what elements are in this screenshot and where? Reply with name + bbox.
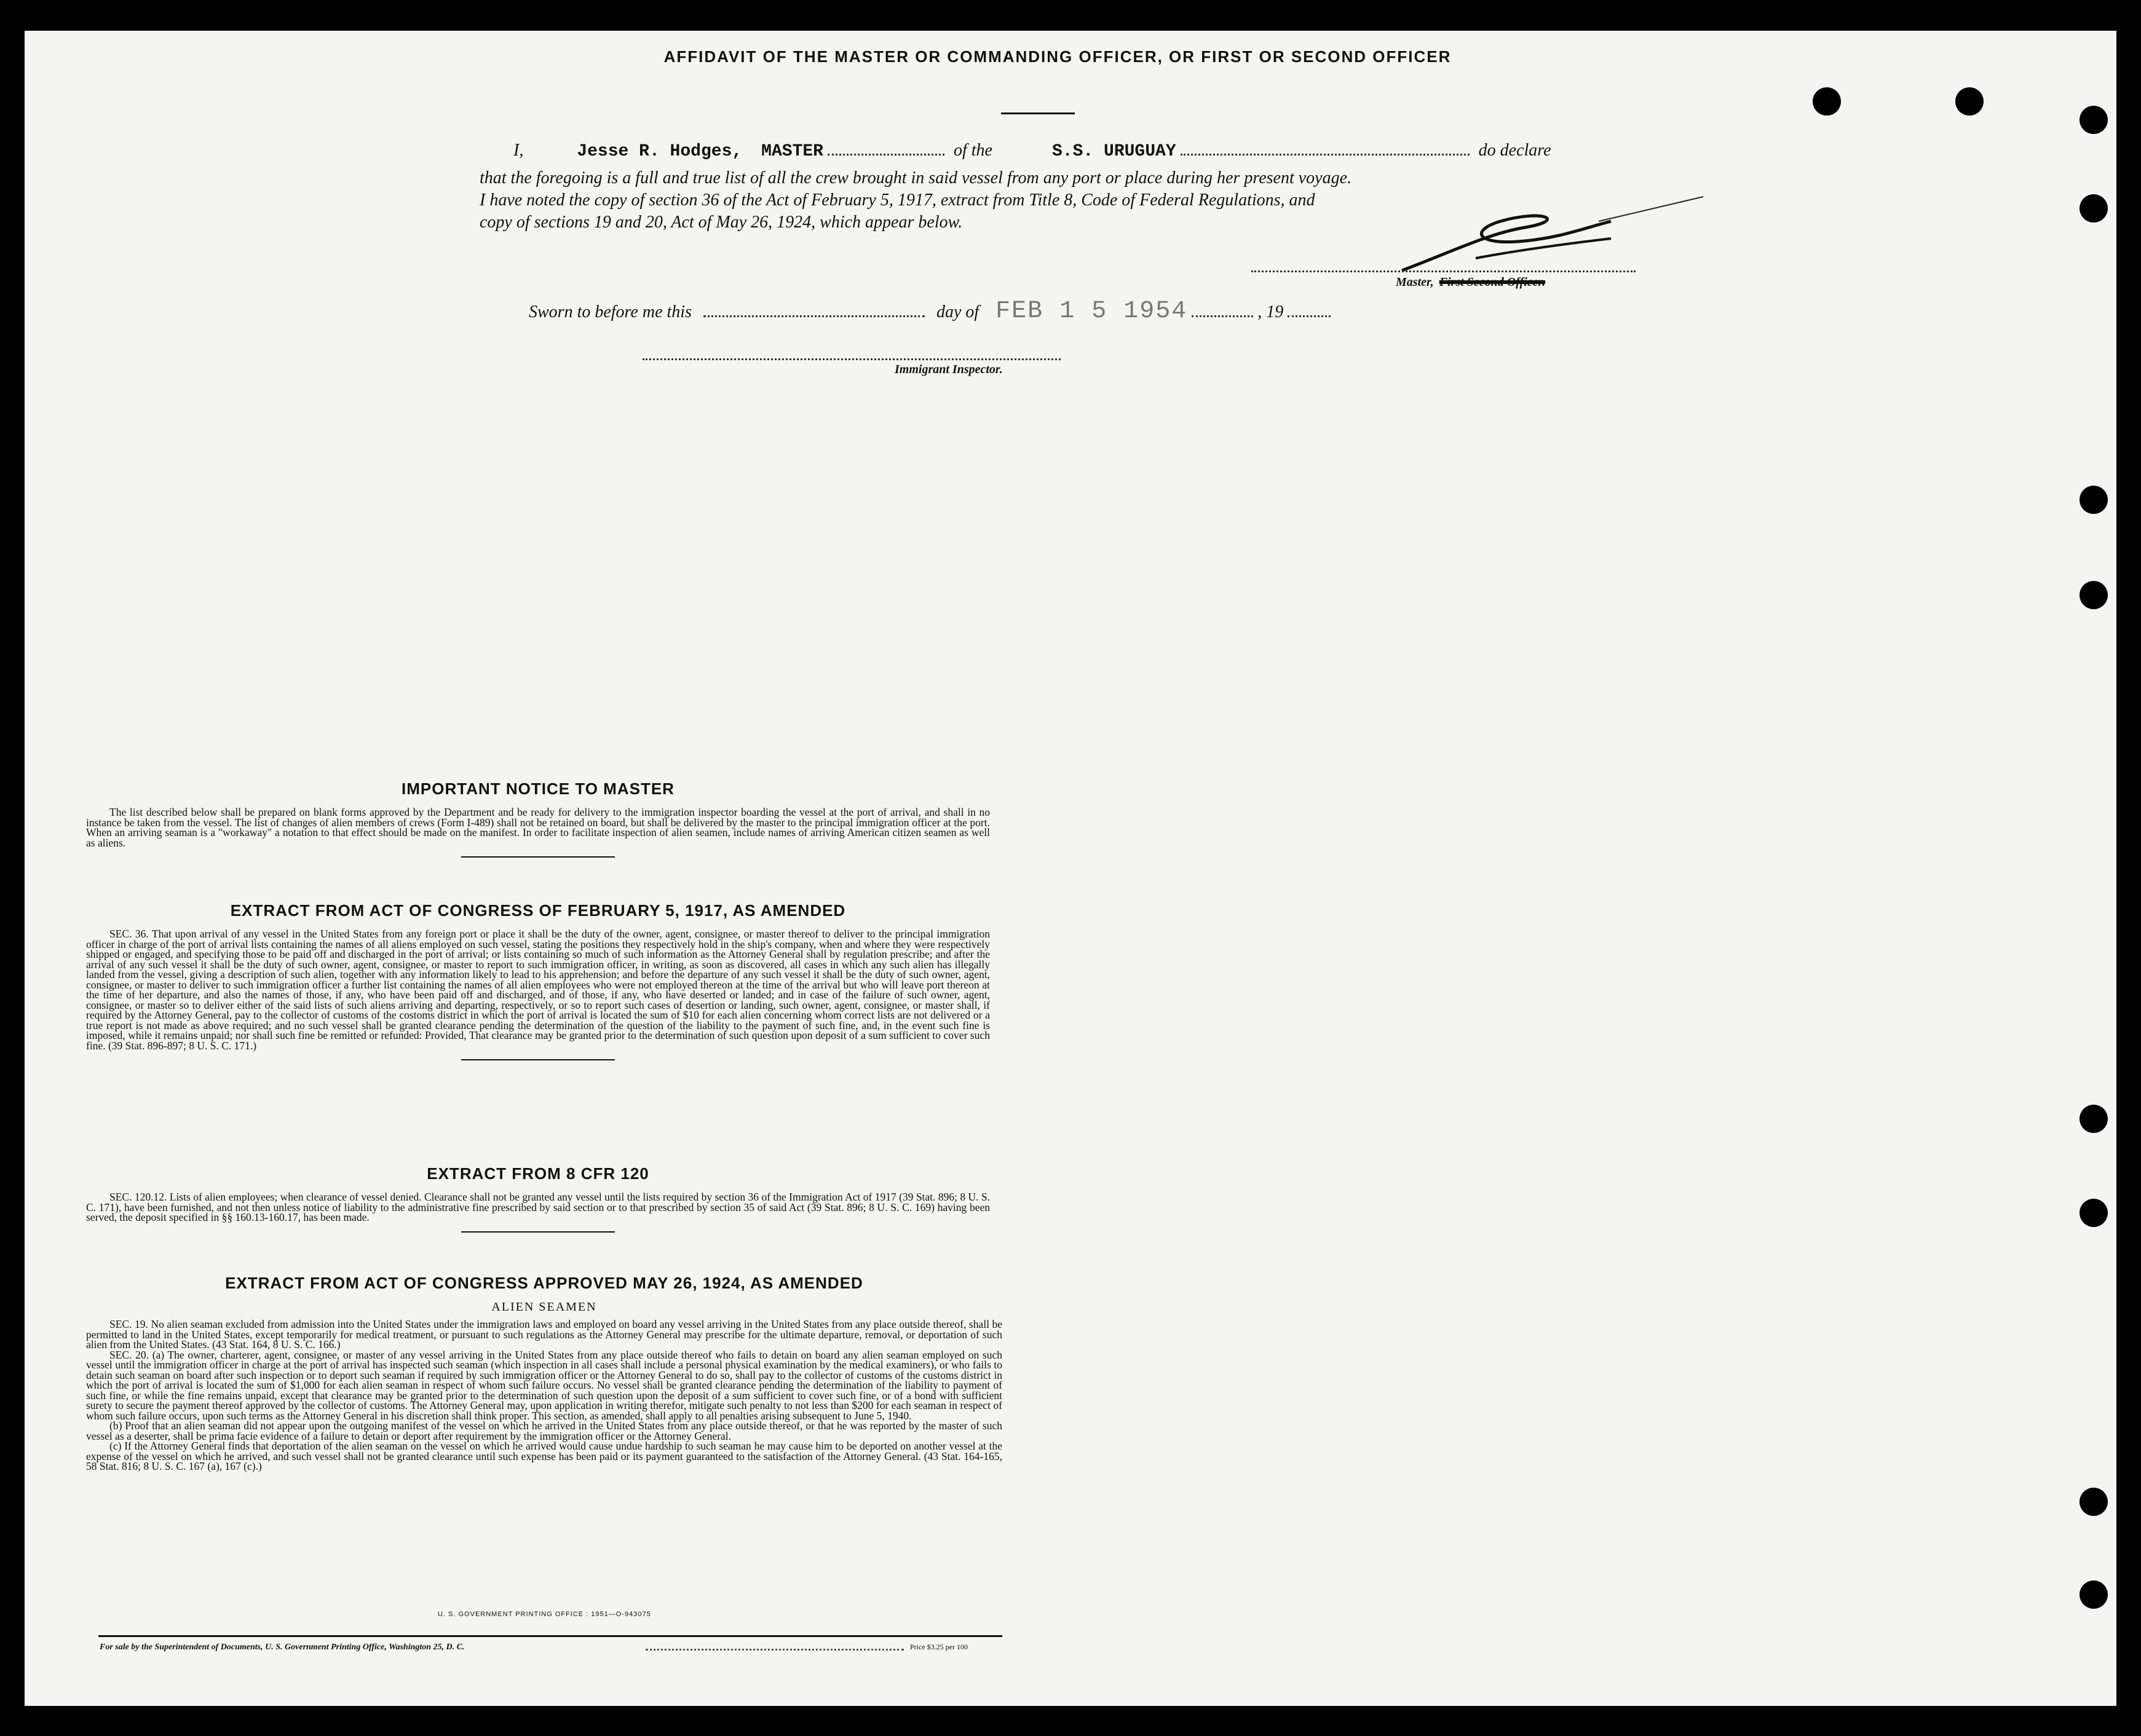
declaration-line-2: that the foregoing is a full and true list of all the crew brought in said vessel from any port or place during her present voyage.	[480, 168, 1352, 187]
punch-hole	[2080, 1580, 2108, 1609]
section-divider	[461, 856, 615, 858]
declaration-line-4: copy of sections 19 and 20, Act of May 26, 1924, which appear below.	[480, 213, 963, 232]
extract-cfr-body: SEC. 120.12. Lists of alien employees; when clearance of vessel denied. Clearance shall not be granted any vessel until the lists required by section 36 of the Immigration Act of 1917 (39 Stat. 896; 8 U. S. C. 171), have been furnished, and not then unless notice of liability to the administrative fine prescribed by said section or to that prescribed by section 35 of said Act (39 Stat. 896; 8 U. S. C. 169) having been served, the deposit specified in §§ 160.13-160.17, has been made.	[86, 1191, 990, 1223]
section-divider	[461, 1059, 615, 1060]
inspector-caption: Immigrant Inspector.	[895, 363, 1003, 376]
declaration-line-1	[513, 140, 1551, 161]
sworn-line	[529, 298, 1331, 325]
punch-hole	[2080, 581, 2108, 609]
do-declare-label: do declare	[1478, 141, 1551, 160]
important-notice-section	[86, 779, 990, 858]
punch-hole	[1955, 87, 1984, 116]
vessel-name: S.S. URUGUAY	[1052, 142, 1176, 161]
sworn-day-dotted-line	[703, 302, 925, 317]
title-divider	[1001, 112, 1075, 114]
section-divider	[461, 1231, 615, 1233]
sec-20c-paragraph: (c) If the Attorney General finds that deportation of the alien seaman on the vessel on which he arrived would cause undue hardship to such seaman he may cause him to be deported on another vessel at the expense of the vessel on which he arrived, and such vessel shall not be granted clearance until such expense has been paid or its payment guaranteed to the satisfaction of the Attorney General. (43 Stat. 164-165, 58 Stat. 816; 8 U. S. C. 167 (a), 167 (c).)	[86, 1440, 1002, 1472]
inspector-dotted-line	[643, 358, 1061, 360]
signature-dotted-line	[1251, 270, 1636, 272]
year-prefix: , 19	[1257, 302, 1284, 322]
of-the-label: of the	[954, 141, 992, 160]
gpo-imprint: U. S. GOVERNMENT PRINTING OFFICE : 1951—O-943075	[438, 1611, 651, 1618]
alien-seamen-subtitle: ALIEN SEAMEN	[491, 1300, 597, 1314]
extract-1924-title: EXTRACT FROM ACT OF CONGRESS APPROVED MAY 26, 1924, AS AMENDED	[225, 1274, 863, 1292]
master-title: MASTER	[761, 142, 823, 161]
punch-hole	[2080, 1488, 2108, 1516]
extract-1924-section	[86, 1274, 1002, 1472]
vessel-dotted-line	[1181, 140, 1470, 156]
sec-19-paragraph: SEC. 19. No alien seaman excluded from admission into the United States under the immigration laws and employed on board any vessel arriving in the United States from any place outside thereof, shall be permitted to land in the United States, except temporarily for medical treatment, or pursuant to such regulations as the Attorney General may prescribe for the ultimate departure, removal, or deportation of such alien from the United States. (43 Stat. 164, 8 U. S. C. 166.)	[86, 1318, 1002, 1351]
declaration-line-3: I have noted the copy of section 36 of the Act of February 5, 1917, extract from Title 8, Code of Federal Regulations, and	[480, 191, 1315, 210]
punch-hole	[2080, 1105, 2108, 1133]
extract-cfr-title: EXTRACT FROM 8 CFR 120	[427, 1164, 649, 1183]
punch-hole	[2080, 486, 2108, 514]
struck-officer-caption: First Second Officer.	[1439, 275, 1546, 289]
i-label: I,	[513, 141, 524, 160]
footer-dots	[646, 1649, 904, 1651]
extract-1917-body: SEC. 36. That upon arrival of any vessel in the United States from any foreign port or place it shall be the duty of the owner, agent, consignee, or master thereof to deliver to the principal immigration officer in charge of the port of arrival lists containing the names of all aliens employed on such vessel, stating the positions they respectively hold in the ship's company, when and where they were respectively shipped or engaged, and specifying those to be paid off and discharged in the port of arrival; or lists containing so much of such information as the Attorney General shall by regulation prescribe; and after the arrival of any such vessel it shall be the duty of such owner, agent, consignee, or master to report to such immigration officer, in writing, as soon as discovered, all cases in which any such alien has illegally landed from the vessel, giving a description of such alien, together with any information likely to lead to his apprehension; and before the departure of any such vessel it shall be the duty of such owner, agent, consignee, or master to deliver to such immigration officer a further list containing the names of all alien employees who were not employed thereon at the time of the arrival but who will leave port thereon at the time of her departure, and also the names of those, if any, who have been paid off and discharged, and of those, if any, who have deserted or landed; and in case of the failure of such owner, agent, consignee, or master so to deliver either of the said lists of such aliens arriving and departing, respectively, or so to report such cases of desertion or landing, such owner, agent, consignee, or master shall, if required by the Attorney General, pay to the collector of customs of the costoms district in which the port of arrival is located the sum of $10 for each alien concerning whom correct lists are not delivered or a true report is not made as above required; and no such vessel shall be granted clearance pending the determination of the question of the liability to the payment of such fine, and, in the event such fine is imposed, while it remains unpaid; nor shall such fine be remitted or refunded: Provided, That clearance may be granted prior to the determination of such question upon deposit of a sum sufficient to cover such fine. (39 Stat. 896-897; 8 U. S. C. 171.)	[86, 928, 990, 1052]
date-stamp: FEB 1 5 1954	[995, 298, 1188, 325]
punch-hole	[2080, 1199, 2108, 1227]
sworn-prefix: Sworn to before me this	[529, 302, 692, 322]
affidavit-title: AFFIDAVIT OF THE MASTER OR COMMANDING OFFICER, OR FIRST OR SECOND OFFICER	[663, 47, 1452, 66]
sworn-month-dotted-line	[1192, 302, 1253, 317]
master-caption: Master,	[1396, 275, 1434, 289]
master-name: Jesse R. Hodges,	[577, 142, 743, 161]
price-notice: Price $3.25 per 100	[910, 1643, 968, 1651]
name-dotted-line	[828, 140, 944, 156]
master-signature	[1365, 184, 1709, 283]
important-notice-body: The list described below shall be prepared on blank forms approved by the Department and be ready for delivery to the immigration inspector boarding the vessel at the port of arrival, and shall in no instance be taken from the vessel. The list of changes of alien members of crews (Form I-489) shall not be retained on board, but shall be delivered by the master to the principal immigration officer at the port. When an arriving seaman is a "workaway" a notation to that effect should be made on the manifest. In order to facilitate inspection of alien seamen, include names of arriving American citizen seamen as well as aliens.	[86, 806, 990, 849]
extract-1917-section	[86, 901, 990, 1060]
punch-hole	[2080, 106, 2108, 134]
punch-hole	[2080, 194, 2108, 223]
year-dotted-line	[1288, 302, 1331, 317]
sec-20b-paragraph: (b) Proof that an alien seaman did not appear upon the outgoing manifest of the vessel on which he arrived in the United States from any place outside thereof, or that he was reported by the master of such vessel as a deserter, shall be prima facie evidence of a failure to detain or deport after requirement by the immigration officer or the Attorney General.	[86, 1419, 1002, 1442]
footer-rule	[98, 1635, 1002, 1637]
day-of-label: day of	[936, 302, 979, 322]
important-notice-title: IMPORTANT NOTICE TO MASTER	[402, 779, 675, 798]
extract-1917-title: EXTRACT FROM ACT OF CONGRESS OF FEBRUARY 5, 1917, AS AMENDED	[230, 901, 846, 920]
punch-hole	[1813, 87, 1841, 116]
sec-20a-paragraph: SEC. 20. (a) The owner, charterer, agent, consignee, or master of any vessel arriving in the United States from any place outside thereof who fails to detain on board any alien seaman employed on such vessel until the immigration officer in charge at the port of arrival has inspected such seaman (which inspection in all cases shall include a personal physical examination by the medical examiners), or who fails to detain such seaman on board after such inspection or to deport such seaman if required by such immigration officer or the Attorney General to do so, shall pay to the collector of customs of the customs district in which the port of arrival is located the sum of $1,000 for each alien seaman in respect of whom such failure occurs. No vessel shall be granted clearance pending the determination of the liability to payment of such fine, or while the fine remains unpaid, except that clearance may be granted prior to the determination of such question upon the deposit of a sum sufficient to cover such fine, or of a bond with sufficient surety to secure the payment thereof approved by the collector of customs. The Attorney General may, upon application in writing therefor, mitigate such penalty to not less than $200 for each seaman in respect of whom such failure occurs, upon such terms as the Attorney General in his discretion shall think proper. This section, as amended, shall apply to all penalties arising subsequent to June 5, 1940.	[86, 1348, 1002, 1422]
for-sale-notice: For sale by the Superintendent of Documents, U. S. Government Printing Office, Washington 25, D. C.	[100, 1643, 465, 1652]
extract-cfr-section	[86, 1164, 990, 1233]
signature-caption	[1396, 275, 1545, 290]
